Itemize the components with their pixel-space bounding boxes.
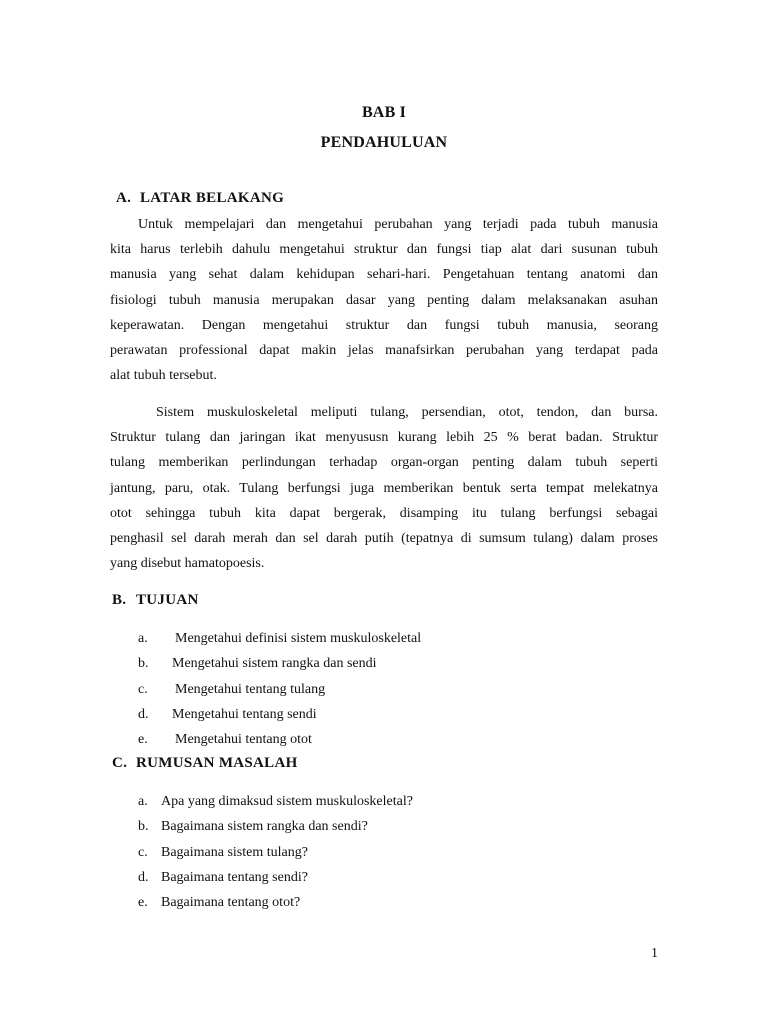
list-marker: e. — [138, 895, 148, 911]
paragraph-line: kita harus terlebih dahulu mengetahui struktur dan fungsi tiap alat dari susunan tubuh — [110, 242, 658, 258]
list-marker: b. — [138, 656, 149, 672]
paragraph-line: manusia yang sehat dalam kehidupan sehari-hari. Pengetahuan tentang anatomi dan — [110, 267, 658, 283]
paragraph-line: Sistem muskuloskeletal meliputi tulang, persendian, otot, tendon, dan bursa. — [156, 405, 658, 420]
list-item — [138, 626, 421, 651]
list-item-text: Bagaimana sistem rangka dan sendi? — [161, 819, 368, 835]
tujuan-list — [138, 626, 421, 752]
section-letter: C. — [112, 755, 128, 771]
paragraph-line: jantung, paru, otak. Tulang berfungsi juga memberikan bentuk serta tempat melekatnya — [110, 480, 658, 496]
section-title: RUMUSAN MASALAH — [136, 755, 298, 771]
list-item — [138, 865, 413, 890]
paragraph-line: alat tubuh tersebut. — [110, 368, 217, 384]
list-item-text: Mengetahui tentang tulang — [175, 681, 326, 697]
paragraph-line: Untuk mempelajari dan mengetahui perubahan yang terjadi pada tubuh manusia — [138, 217, 658, 232]
paragraph-line: penghasil sel darah merah dan sel darah putih (tepatnya di sumsum tulang) dalam proses — [110, 530, 658, 546]
list-marker: a. — [138, 631, 148, 646]
list-item — [138, 651, 421, 676]
list-item-text: Bagaimana sistem tulang? — [161, 844, 308, 860]
list-item — [138, 814, 413, 839]
list-item-text: Mengetahui definisi sistem muskuloskeletal — [175, 631, 422, 646]
section-title: LATAR BELAKANG — [140, 190, 285, 206]
list-marker: a. — [138, 794, 148, 809]
paragraph-latar-belakang-2 — [110, 400, 658, 576]
paragraph-line: Struktur tulang dan jaringan ikat menyususn kurang lebih 25 % berat badan. Struktur — [110, 430, 658, 446]
list-item — [138, 890, 413, 915]
list-item-text: Bagaimana tentang otot? — [161, 895, 301, 911]
list-item-text: Bagaimana tentang sendi? — [161, 869, 308, 885]
chapter-number: BAB I — [361, 104, 407, 121]
section-title: TUJUAN — [136, 592, 199, 608]
paragraph-line: keperawatan. Dengan mengetahui struktur dan fungsi tubuh manusia, seorang — [110, 317, 658, 333]
paragraph-latar-belakang-1 — [110, 212, 658, 388]
chapter-title: PENDAHULUAN — [320, 134, 448, 151]
list-marker: c. — [138, 844, 148, 860]
section-heading-tujuan — [112, 592, 199, 609]
rumusan-masalah-list — [138, 789, 413, 915]
list-item — [138, 702, 421, 727]
list-item — [138, 840, 413, 865]
list-item-text: Mengetahui sistem rangka dan sendi — [172, 656, 377, 672]
list-marker: c. — [138, 681, 148, 697]
list-item — [138, 677, 421, 702]
section-heading-latar-belakang — [116, 190, 284, 207]
list-item — [138, 727, 421, 752]
list-marker: d. — [138, 706, 149, 722]
paragraph-line: otot sehingga tubuh kita dapat bergerak, disamping itu tulang berfungsi sebagai — [110, 505, 658, 521]
section-letter: A. — [116, 190, 132, 206]
section-heading-rumusan-masalah — [112, 755, 298, 772]
list-marker: e. — [138, 732, 148, 748]
list-marker: d. — [138, 869, 149, 885]
list-marker: b. — [138, 819, 149, 835]
section-letter: B. — [112, 592, 127, 608]
paragraph-line: fisiologi tubuh manusia merupakan dasar yang penting dalam melaksanakan asuhan — [110, 292, 658, 308]
list-item — [138, 789, 413, 814]
page-number: 1 — [651, 946, 658, 961]
list-item-text: Apa yang dimaksud sistem muskuloskeletal? — [161, 794, 413, 809]
list-item-text: Mengetahui tentang sendi — [172, 706, 317, 722]
paragraph-line: tulang memberikan perlindungan terhadap organ-organ penting dalam tubuh seperti — [110, 455, 658, 471]
paragraph-line: yang disebut hamatopoesis. — [110, 556, 265, 572]
paragraph-line: perawatan professional dapat makin jelas manafsirkan perubahan yang terdapat pada — [110, 342, 658, 358]
list-item-text: Mengetahui tentang otot — [175, 732, 312, 748]
